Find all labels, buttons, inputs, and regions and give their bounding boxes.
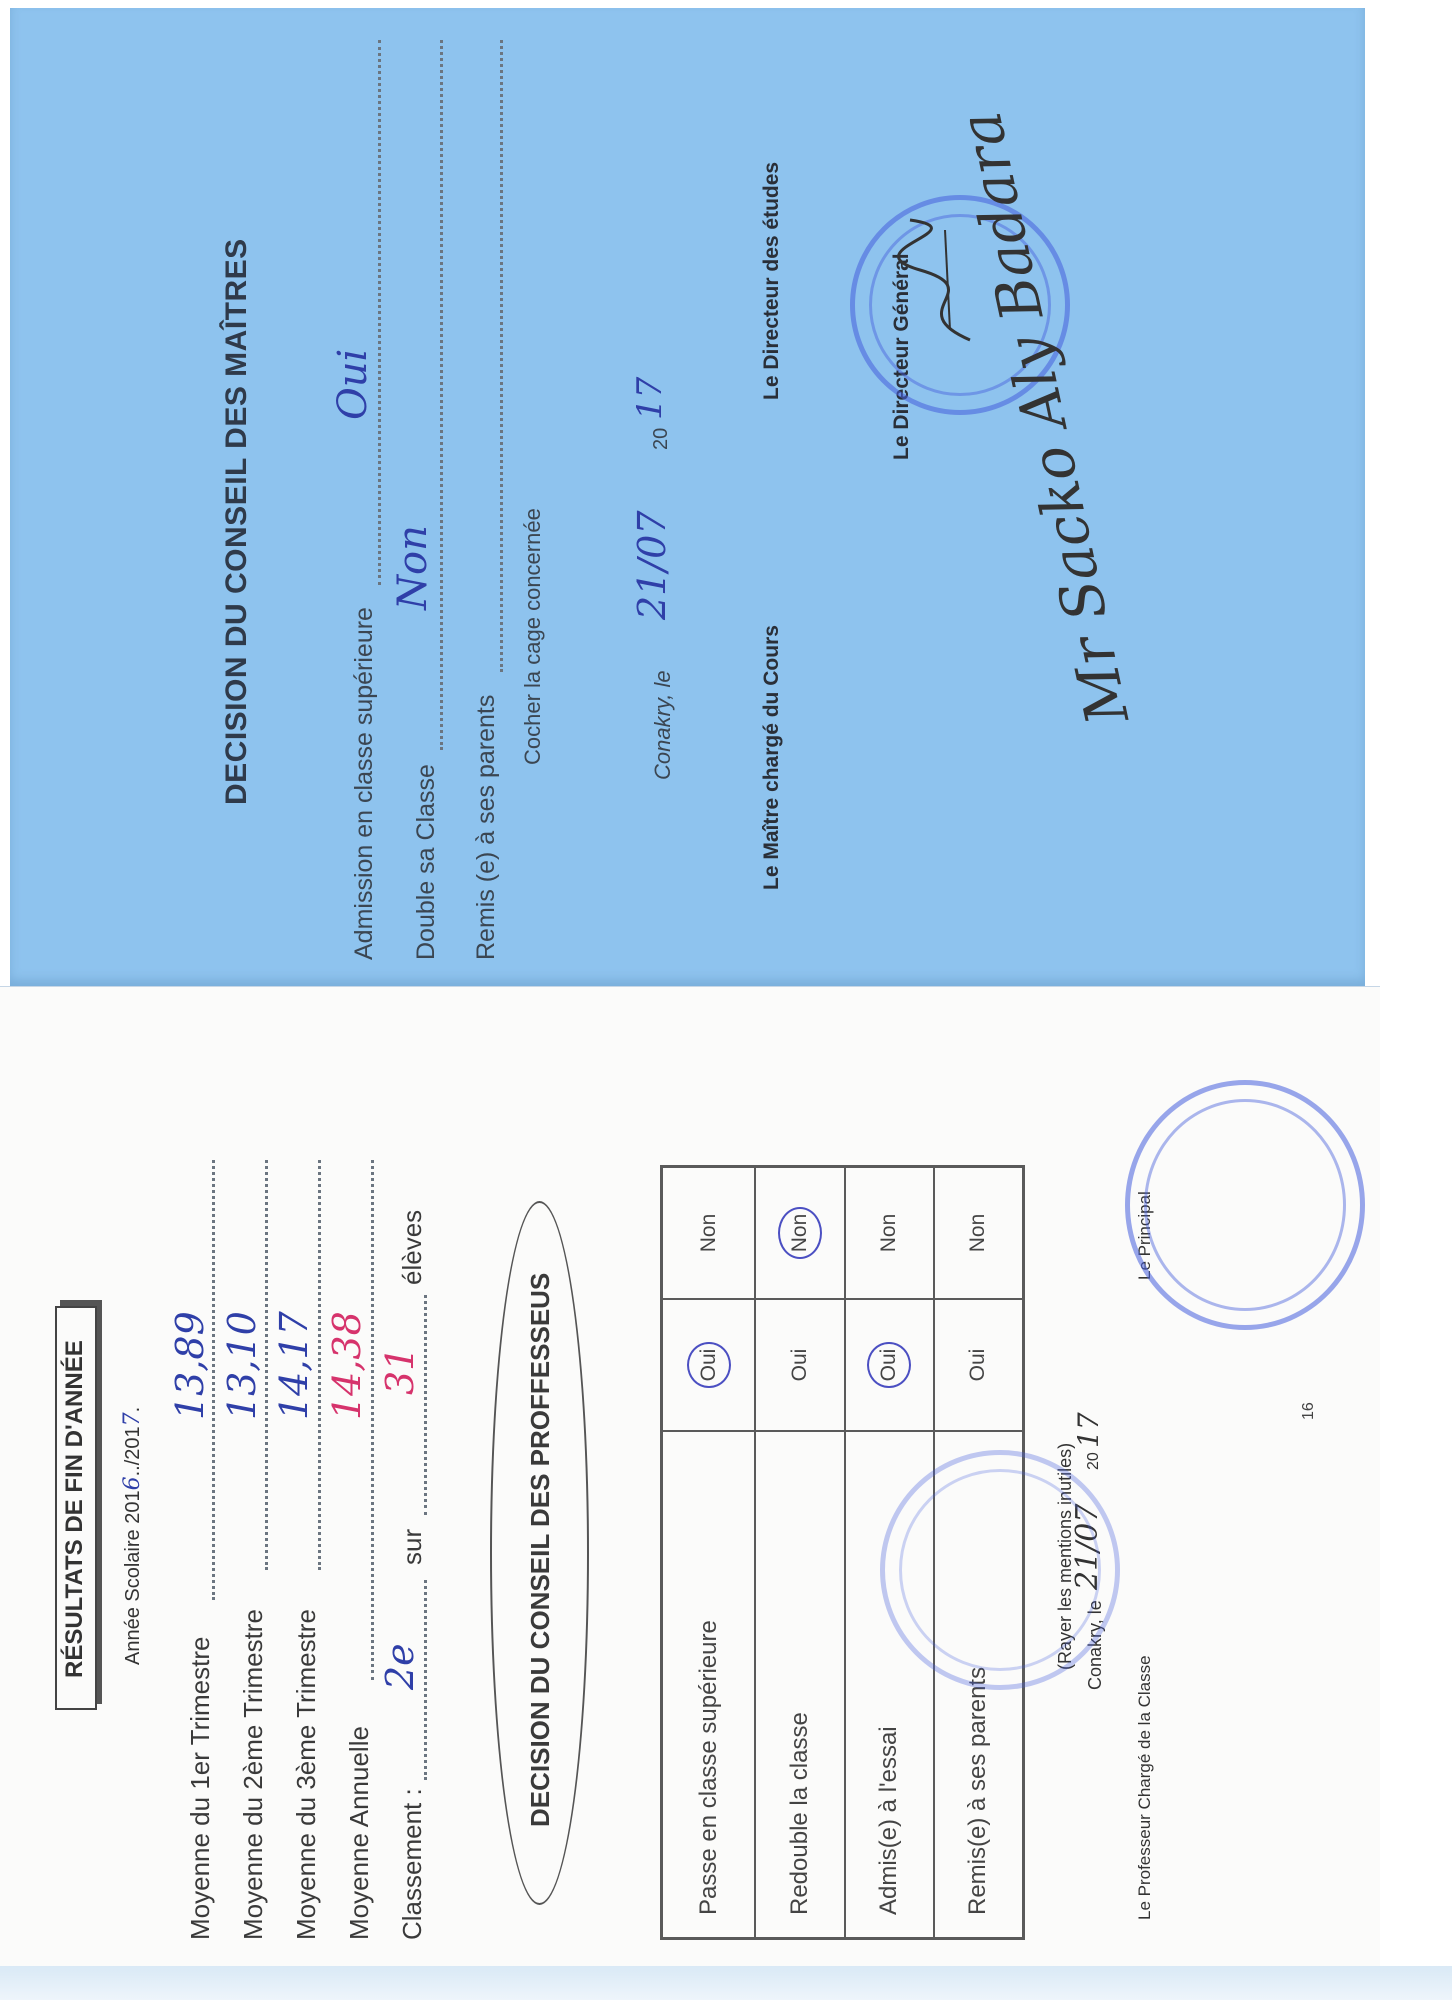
circled-non: Non: [778, 1207, 822, 1260]
classement-label: Classement :: [397, 1788, 427, 1940]
label-oui: Oui: [787, 1348, 811, 1382]
blue-year-prefix: 20: [650, 427, 672, 450]
dotted-line: [378, 40, 381, 585]
dotted-line: [371, 1160, 374, 1680]
dotted-line: [212, 1160, 215, 1600]
row-label: Remis(e) à ses parents: [934, 1431, 1024, 1939]
school-year-hand2: 7: [120, 1412, 145, 1427]
moyenne-annuelle-value: 14,38: [325, 1311, 369, 1420]
option-oui[interactable]: [845, 1299, 934, 1431]
admission-label: Admission en classe supérieure: [350, 607, 378, 960]
professeur-label: Le Professeur Chargé de la Classe: [1135, 1655, 1154, 1920]
dotted-line: [424, 1580, 427, 1780]
option-non[interactable]: [662, 1167, 756, 1300]
results-section: [0, 990, 1380, 1940]
table-row: [662, 1167, 756, 1939]
directeur-etudes-label: Le Directeur des études: [760, 161, 783, 400]
double-classe-label: Double sa Classe: [412, 764, 440, 960]
circled-oui: Oui: [867, 1342, 911, 1389]
results-title: RÉSULTATS DE FIN D'ANNÉE: [61, 1340, 88, 1678]
classement-sur: sur: [397, 1528, 427, 1565]
school-year: [120, 1407, 145, 1665]
moyenne-t1-label: Moyenne du 1er Trimestre: [185, 1636, 215, 1940]
white-date-prefix: Conakry, le: [1085, 1600, 1105, 1690]
blue-page-title: DECISION DU CONSEIL DES MAÎTRES: [220, 238, 253, 805]
label-non: Non: [966, 1213, 990, 1253]
white-year-handwritten: 17: [1072, 1412, 1105, 1448]
decision-title: DECISION DU CONSEIL DES PROFFESSEUS: [525, 1272, 555, 1827]
maitre-charge-label: Le Maître chargé du Cours: [760, 625, 783, 890]
school-year-hand1: 6: [120, 1476, 145, 1491]
option-non[interactable]: [845, 1167, 934, 1300]
dotted-line: [500, 40, 503, 672]
school-stamp-icon: [1125, 1080, 1365, 1330]
option-oui[interactable]: [934, 1299, 1024, 1431]
label-non: Non: [696, 1213, 720, 1253]
school-year-prefix: Année Scolaire 201: [122, 1490, 144, 1665]
director-signature: Mr Sacko Aly Badara: [945, 106, 1143, 731]
classement-total: 31: [378, 1346, 422, 1395]
row-label: Redouble la classe: [755, 1431, 844, 1939]
option-oui[interactable]: [755, 1299, 844, 1431]
dotted-line: [318, 1160, 321, 1570]
moyenne-t3-label: Moyenne du 3ème Trimestre: [291, 1609, 321, 1940]
moyenne-t2-value: 13,10: [220, 1311, 264, 1420]
cocher-note: Cocher la cage concernée: [520, 508, 545, 765]
option-non[interactable]: [934, 1167, 1024, 1300]
circled-oui: Oui: [687, 1342, 731, 1389]
blue-date-prefix: Conakry, le: [650, 670, 675, 780]
blue-date-handwritten: 21/07: [630, 510, 674, 620]
row-label: Admis(e) à l'essai: [845, 1431, 934, 1939]
classement-suffix: élèves: [397, 1209, 427, 1285]
moyenne-t3-value: 14,17: [272, 1311, 316, 1420]
classement-rank: 2e: [378, 1643, 422, 1690]
double-classe-handwritten: Non: [390, 525, 436, 610]
directeur-general-label: Le Directeur Général: [890, 253, 913, 460]
rayer-note: (Rayer les mentions inutiles): [1055, 1442, 1075, 1670]
page-edge: [0, 1966, 1452, 2000]
table-row: [755, 1167, 844, 1939]
dotted-line: [265, 1160, 268, 1570]
label-non: Non: [877, 1213, 901, 1253]
dotted-line: [424, 1295, 427, 1515]
teachers-council-section: [190, 20, 1340, 960]
school-stamp-icon: [880, 1450, 1120, 1690]
white-year-prefix: 20: [1085, 1452, 1102, 1470]
signature-scribble-icon: [890, 210, 1000, 350]
moyenne-t2-label: Moyenne du 2ème Trimestre: [238, 1609, 268, 1940]
moyenne-annuelle-label: Moyenne Annuelle: [344, 1726, 374, 1940]
page-number: 16: [1300, 1402, 1317, 1420]
option-oui[interactable]: [662, 1299, 756, 1431]
moyenne-t1-value: 13,89: [168, 1311, 212, 1420]
dotted-line: [440, 40, 443, 750]
label-oui: Oui: [966, 1348, 990, 1382]
admission-handwritten: Oui: [330, 348, 376, 420]
principal-label: Le Principal: [1135, 1191, 1154, 1280]
school-year-middle: ../201: [122, 1426, 144, 1477]
blue-year-handwritten: 17: [630, 376, 670, 420]
remis-parents-label: Remis (e) à ses parents: [472, 694, 500, 960]
row-label: Passe en classe supérieure: [662, 1431, 756, 1939]
white-date-handwritten: 21/07: [1070, 1503, 1105, 1590]
school-year-suffix: .: [122, 1406, 144, 1413]
option-non[interactable]: [755, 1167, 844, 1300]
